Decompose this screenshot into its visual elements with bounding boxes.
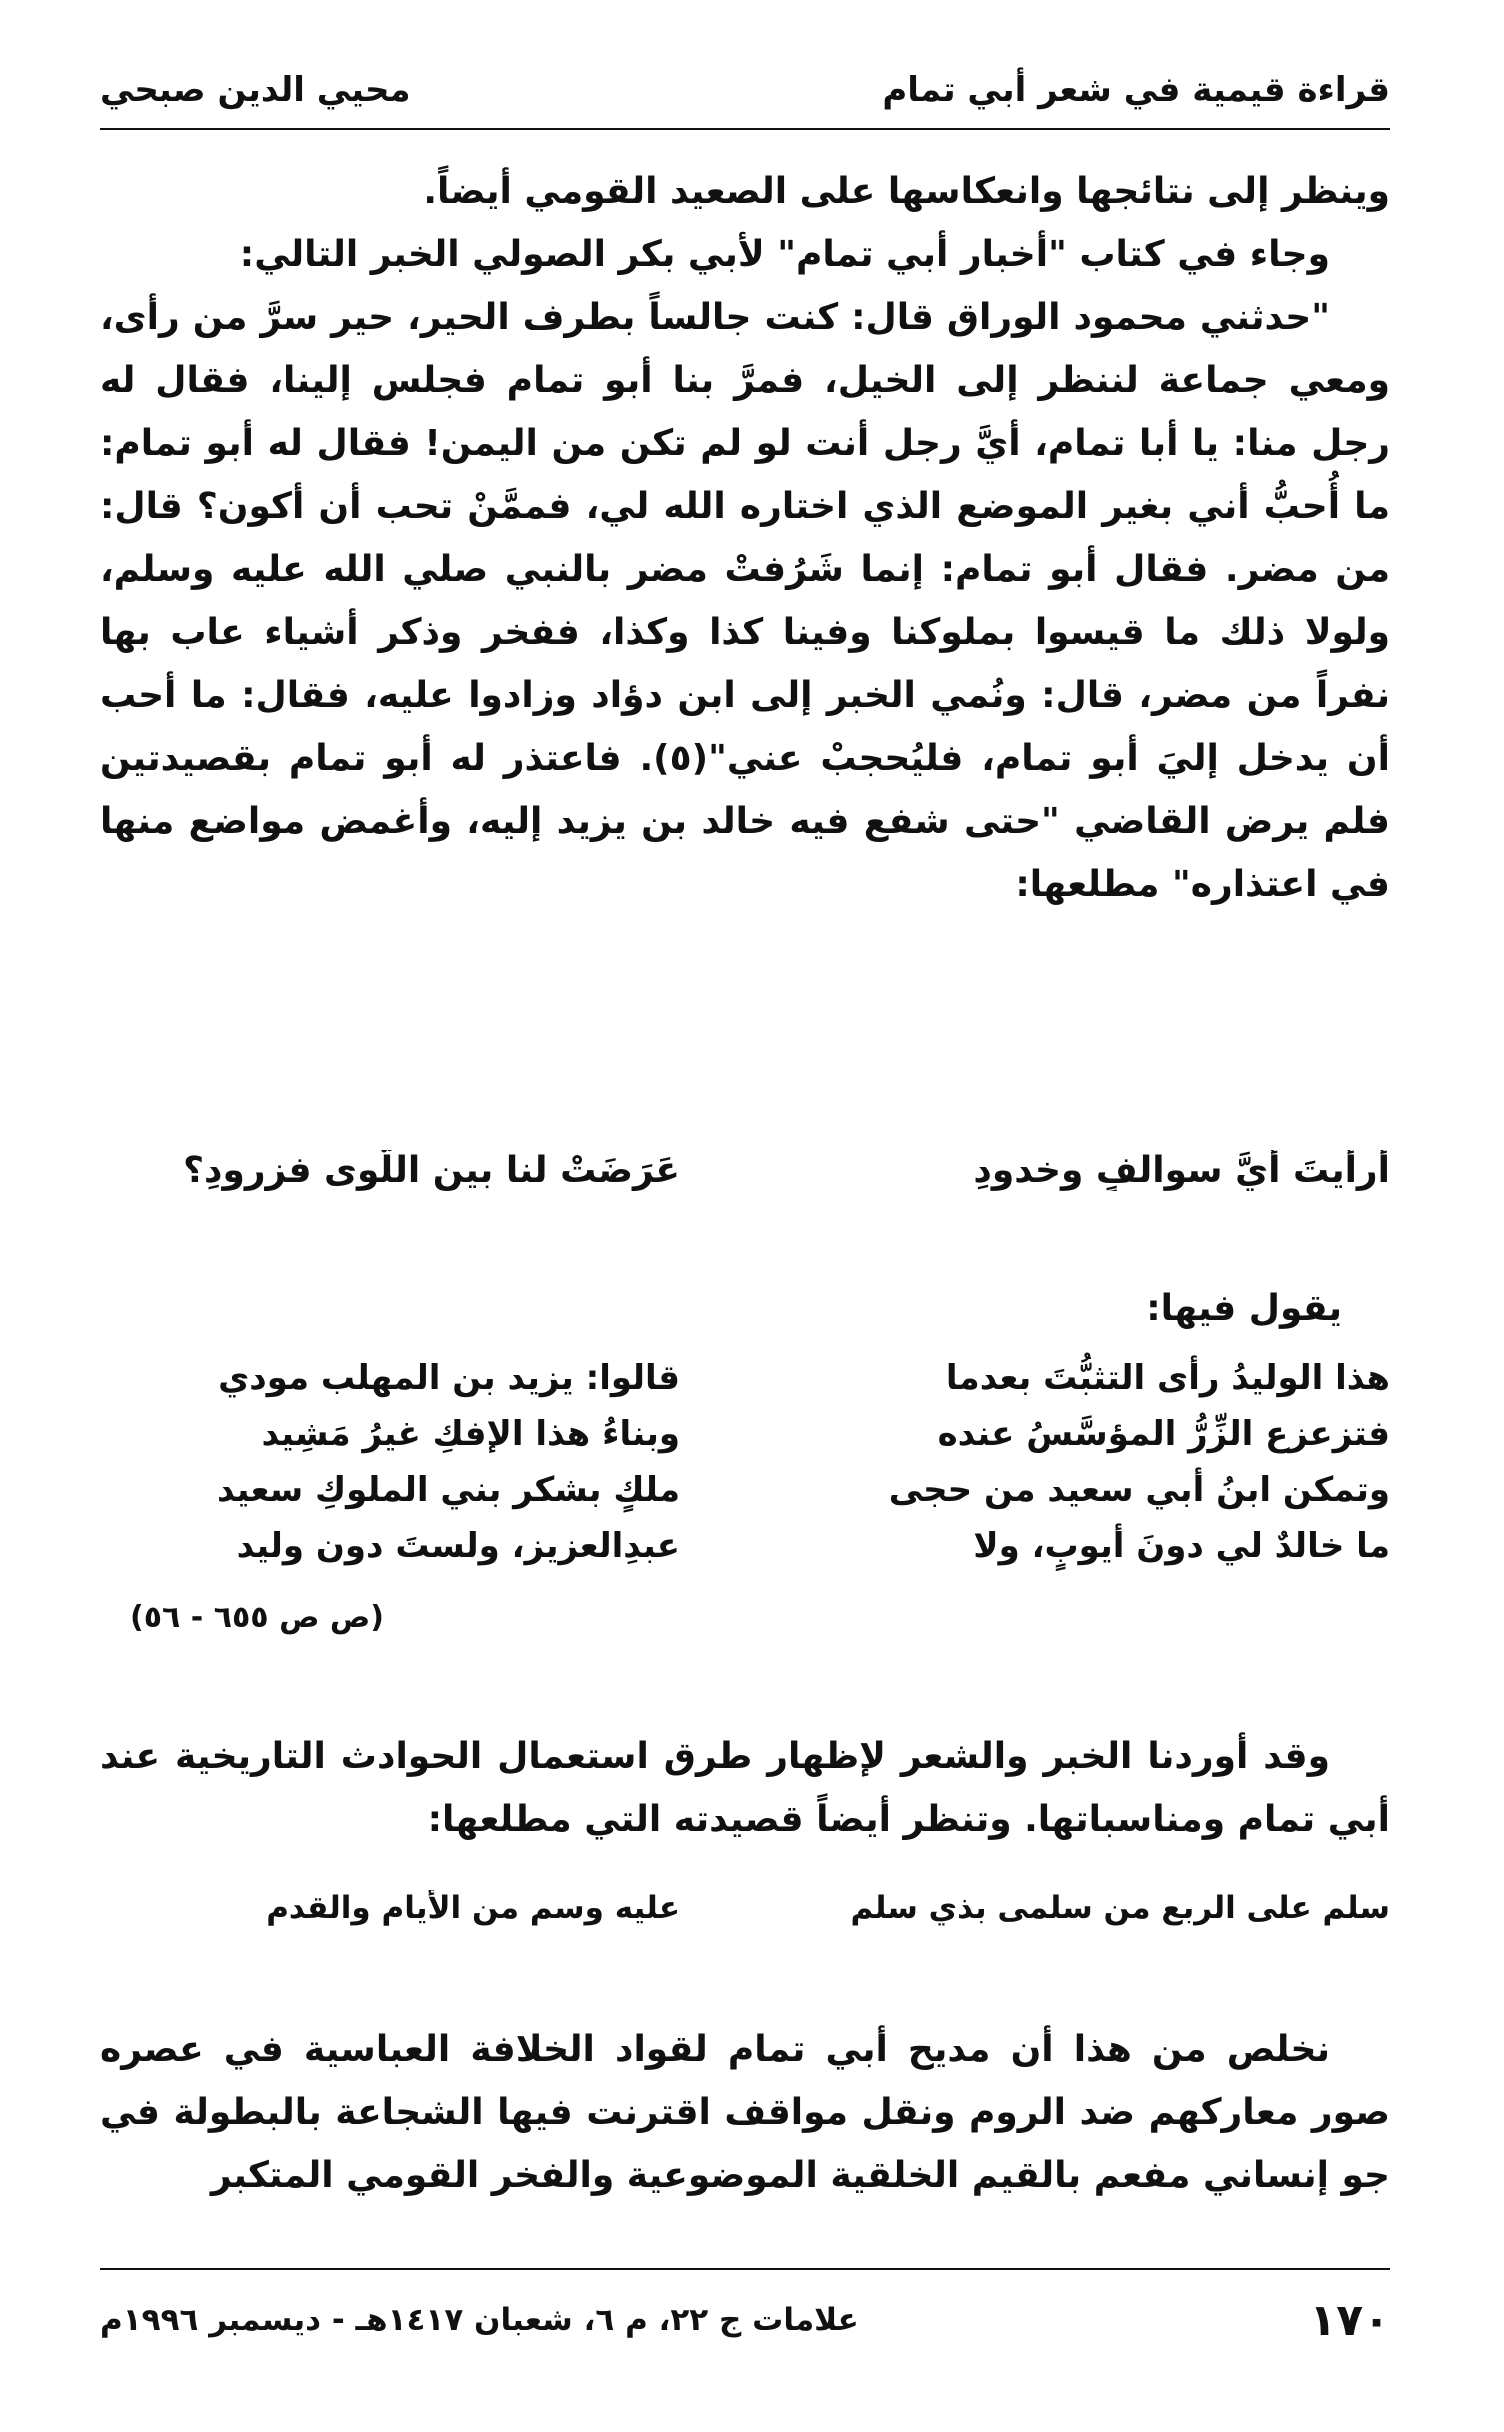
source-paragraph: وجاء في كتاب "أخبار أبي تمام" لأبي بكر الصولي الخبر التالي: [239, 234, 1330, 275]
journal-citation: علامات ج ٢٢، م ٦، شعبان ١٤١٧هـ - ديسمبر ١٩٩٦م [100, 2302, 859, 2338]
poem-line: وتمكن ابنُ أبي سعيد من حجى [888, 1470, 1390, 1510]
page-number: ١٧٠ [1309, 2294, 1390, 2346]
history-paragraph [100, 1725, 1390, 1851]
running-footer [100, 2290, 1390, 2350]
header-author: محيي الدين صبحي [100, 70, 411, 110]
verse-second-hemistich: عَرَضَتْ لنا بين اللّوى فزرودِ؟ [183, 1150, 680, 1191]
poem-line: عبدِالعزيز، ولستَ دون وليد [236, 1526, 680, 1566]
document-page [100, 0, 1390, 2432]
poem-line: ما خالدٌ لي دونَ أيوبٍ، ولا [973, 1526, 1390, 1566]
says-label: يقول فيها: [1146, 1288, 1342, 1329]
poem-line: هذا الوليدُ رأى التثبُّتَ بعدما [945, 1358, 1390, 1398]
poem-line: قالوا: يزيد بن المهلب مودي [218, 1358, 680, 1398]
header-title: قراءة قيمية في شعر أبي تمام [882, 70, 1390, 110]
intro-paragraph: وينظر إلى نتائجها وانعكاسها على الصعيد القومي أيضاً. [423, 171, 1390, 212]
verse-opening-line [100, 1150, 1390, 1191]
body-text-top [100, 160, 1390, 916]
poem-first-hemistichs [810, 1350, 1390, 1574]
verse-second-hemistich: عليه وسم من الأيام والقدم [266, 1890, 680, 1926]
running-header [100, 62, 1390, 118]
verse-first-hemistich: سلم على الربع من سلمى بذي سلم [850, 1890, 1390, 1926]
quote-paragraph: "حدثني محمود الوراق قال: كنت جالساً بطرف الحير، حير سرَّ من رأى، ومعي جماعة لننظر إلى الخيل، فمرَّ بنا أبو تمام فجلس إلينا، فقال له رجل منا: يا أبا تمام، أيَّ رجل أنت لو لم تكن من اليمن! فقال له أبو تمام: ما أُحبُّ أني بغير الموضع الذي اختاره الله لي، فممَّنْ تحب أن أكون؟ قال: من مضر. فقال أبو تمام: إنما شَرُفتْ مضر بالنبي صلي الله عليه وسلم، ولولا ذلك ما قيسوا بملوكنا وفينا كذا وكذا، ففخر وذكر أشياء عاب بها نفراً من مضر، قال: ونُمي الخبر إلى ابن دؤاد وزادوا عليه، فقال: ما أحب أن يدخل إليَ أبو تمام، فليُحجبْ عني"(٥). فاعتذر له أبو تمام بقصيدتين فلم يرض القاضي "حتى شفع فيه خالد بن يزيد إليه، وأغمض مواضع منها في اعتذاره" مطلعها: [100, 297, 1390, 905]
poem-line: وبناءُ هذا الإفكِ غيرُ مَشِيد [261, 1414, 680, 1454]
verse-first-hemistich: أرأيتَ أيَّ سوالفٍ وخدودِ [973, 1150, 1390, 1191]
conclusion-paragraph [100, 2018, 1390, 2207]
verse-salam-line [100, 1890, 1390, 1926]
poem-block [100, 1350, 1390, 1574]
poem-line: فتزعزع الزِّرُّ المؤسَّسُ عنده [937, 1414, 1390, 1454]
page-reference: (ص ص ٦٥٥ - ٥٦) [130, 1600, 384, 1635]
poem-second-hemistichs [100, 1350, 680, 1574]
footer-rule [100, 2268, 1390, 2270]
history-text: وقد أوردنا الخبر والشعر لإظهار طرق استعمال الحوادث التاريخية عند أبي تمام ومناسباتها. وتنظر أيضاً قصيدته التي مطلعها: [100, 1736, 1390, 1840]
poem-line: ملكٍ بشكر بني الملوكِ سعيد [217, 1470, 680, 1510]
header-rule [100, 128, 1390, 130]
conclusion-text: نخلص من هذا أن مديح أبي تمام لقواد الخلافة العباسية في عصره صور معاركهم ضد الروم ونقل مواقف اقترنت فيها الشجاعة بالبطولة في جو إنساني مفعم بالقيم الخلقية الموضوعية والفخر القومي المتكبر [100, 2029, 1390, 2196]
